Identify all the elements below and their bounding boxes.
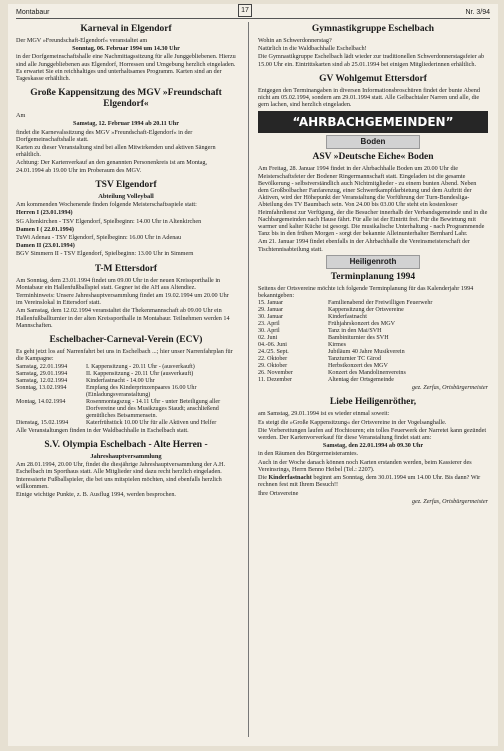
article-gymnastik [258, 24, 488, 68]
page-number: 17 [238, 4, 252, 17]
table-row [258, 321, 488, 328]
article-text: Entgegen den Terminangaben in diversen Informationsbroschüren findet der bunte Abend nicht am 05.02.1994, sondern am 29.01.1994 statt. Alle Gelbachtaler Narren und alle, die gern lachen, sind herzlich eingeladen. [258, 86, 480, 109]
schedule-event: Tanzturnier TC Girod [328, 356, 381, 363]
article-text: in den Räumen des Bürgermeisteramtes. [258, 450, 359, 458]
table-row [16, 378, 236, 385]
schedule-event: Tanz in den Mai/SVH [328, 328, 382, 335]
table-row [16, 371, 236, 378]
match-heading: Herren I (23.01.1994) [16, 209, 73, 217]
schedule-event: Katerfrühstück 10.00 Uhr für alle Aktiven und Helfer [86, 419, 217, 426]
table-row [258, 314, 488, 321]
schedule-event: Kirmes [328, 342, 346, 349]
article-title: T-M Ettersdorf [94, 263, 158, 274]
table-row [258, 363, 488, 370]
article-text: Es steigt die »Große Kappensitzung« der Ortsvereine in der Vogelsanghalle. [258, 418, 447, 426]
match-text: SG Altenkirchen - TSV Elgendorf, Spielbeginn: 14.00 Uhr in Altenkirchen [16, 217, 202, 225]
article-title: Karneval in Elgendorf [80, 24, 172, 34]
article-text: Wohin an Schwerdonnerstag? [258, 37, 332, 44]
page-header [16, 4, 490, 19]
article-text: Auch in der Woche danach können noch Karten erstanden werden, beim Kassierer des Vereinsrings, Herrn Benno Heibel (Tel.: 2207). [258, 458, 472, 473]
article-text: am Samstag, 29.01.1994 ist es wieder einmal soweit: [258, 410, 390, 418]
article-text: Am 21. Januar 1994 findet ebenfalls in der Ahrbachhalle die Vereinsmeisterschaft der Tischtennisabteilung statt. [258, 238, 470, 253]
match-text: BGV Simmern II - TSV Elgendorf, Spielbeginn: 13.00 Uhr in Simmern [16, 250, 194, 258]
article-text: Seitens der Ortsvereine möchte ich folgende Terminplanung für das Kalenderjahr 1994 bekanntgeben: [258, 284, 474, 300]
article-text: Es geht jetzt los auf Narrenfahrt bei uns in Eschelbach ...; hier unser Narrenfahrplan für die Kampagne: [16, 348, 233, 363]
schedule-event: Familienabend der Freiwilligen Feuerwehr [328, 300, 433, 307]
schedule-date: 11. Dezember [258, 377, 292, 384]
schedule-date: 02. Juni [258, 335, 278, 342]
article-kappensitzung [16, 88, 236, 174]
article-subtitle: Abteilung Volleyball [98, 192, 154, 200]
schedule-date: 30. Januar [258, 314, 284, 321]
section-banner: “AHRBACHGEMEINDEN” [258, 111, 488, 133]
article-karneval [16, 24, 236, 82]
schedule-event: II. Kappensitzung - 20.11 Uhr (ausverkauft) [86, 370, 194, 377]
schedule-event: Konzert des Mandolinenvereins [328, 370, 406, 377]
article-text: Natürlich in die Waldbachhalle Eschelbach! [258, 45, 367, 53]
article-text: Am [16, 112, 26, 120]
table-row [258, 377, 488, 384]
text-fragment: beginnt am Sonntag, dem 30.01.1994 um 14.00 Uhr. Bis dann? Wir rechnen fest mit Ihrem Besuch!! [258, 474, 481, 489]
schedule-date: 29. Oktober [258, 363, 288, 370]
article-text: Alle Veranstaltungen finden in der Waldbachhalle in Eschelbach statt. [16, 426, 189, 434]
schedule-date: 24./25. Sept. [258, 349, 289, 356]
table-row [16, 399, 236, 420]
article-title: S.V. Olympia Eschelbach - Alte Herren - [44, 439, 208, 450]
article-text: Ihre Ortsvereine [258, 489, 299, 497]
schedule-table [258, 300, 488, 384]
text-emphasis: Kinderfastnacht [268, 474, 312, 482]
article-asv [258, 152, 488, 252]
article-date: Sonntag, 06. Februar 1994 um 14.30 Uhr [72, 45, 180, 53]
article-text: Achtung: Der Kartenverkauf an den genannten Personenkreis ist am Montag, 24.01.1994 ab 19.00 Uhr im Proberaum des MGV. [16, 159, 208, 174]
schedule-event: Kappensitzung der Ortsvereine [328, 307, 404, 314]
left-column [16, 22, 236, 499]
article-liebe-heiligenroether [258, 397, 488, 504]
article-text: Die Vorbereitungen laufen auf Hochtouren; ein tolles Feuerwerk der Narretei kann gezündet werden. Der Kartenvorverkauf für diese Veranstaltung findet statt am: [258, 426, 487, 442]
schedule-event: Rosenmontagszug - 14.11 Uhr - unter Beteiligung aller Dorfvereine und des Musikzuges Staudt; anschließend gemütliches Beisammensein. [86, 398, 221, 419]
schedule-date: Sonntag, 13.02.1994 [16, 384, 67, 391]
table-row [258, 356, 488, 363]
table-row [258, 342, 488, 349]
schedule-table [16, 364, 236, 427]
article-text: Karten zu dieser Veranstaltung sind bei allen Mitwirkenden und aktiven Sängern erhältlich. [16, 144, 216, 159]
schedule-date: 30. April [258, 328, 280, 335]
newspaper-page [8, 4, 498, 746]
schedule-date: 22. Oktober [258, 356, 288, 363]
header-town: Montabaur [16, 9, 50, 16]
article-title: Gymnastikgruppe Eschelbach [311, 24, 435, 34]
table-row [16, 385, 236, 399]
schedule-event: Kinderfastnacht [328, 314, 367, 321]
article-text: Am Sonntag, dem 23.01.1994 findet um 09.00 Uhr in der neuen Kreissporthalle in Montabaur ein Hallenfußballspiel statt. Gegner ist die AH aus Altendiez. [16, 276, 221, 291]
schedule-event: I. Kappensitzung - 20.11 Uhr - (ausverkauft) [86, 363, 195, 370]
article-olympia [16, 440, 236, 498]
table-row [258, 300, 488, 307]
schedule-event: Herbstkonzert des MGV [328, 363, 388, 370]
text-fragment: Die [258, 474, 269, 482]
article-text: in der Dorfgemeinschaftshalle eine Nachmittagssitzung für alle Junggebliebenen. Hierzu sind alle Junggebliebenen aus Elgendorf, Horressen und Umgebung herzlich eingeladen. Es erwartet Sie ein reichhaltiges und unterhaltsames Programm. Karten sind an der Tageskasse erhältlich. [16, 53, 236, 83]
schedule-event: Kinderfastnacht - 14.00 Uhr [86, 377, 155, 384]
schedule-date: Montag, 14.02.1994 [16, 398, 66, 405]
section-tag-heiligenroth: Heiligenroth [326, 255, 420, 269]
signature: gez. Zerfas, Ortsbürgermeister [411, 497, 488, 505]
article-date: Samstag, den 22.01.1994 ab 09.30 Uhr [322, 442, 424, 450]
article-text: Einige wichtige Punkte, z. B. Ausflug 1994, werden besprochen. [16, 490, 176, 498]
article-title: Terminplanung 1994 [330, 271, 416, 282]
section-tag-boden: Boden [326, 135, 420, 149]
schedule-date: Samstag, 29.01.1994 [16, 370, 68, 377]
article-title: Große Kappensitzung des MGV »Freundschaft Elgendorf« [30, 88, 222, 110]
article-text: Am Freitag, 28. Januar 1994 findet in der Ahrbachhalle Boden um 20.00 Uhr die Meisterschaftsfeier der Bodener Ringermannschaft statt. Eingeladen ist die gesamte Bevölkerung - selbstverständlich auch Nichtmitglieder - zu einem bunten Abend. Neben dem Großbolbacher Fanfarenzug, einer Schwertkampfdarbietung und dem Auftritt der Aktiven, wird der Höhepunkt der Veranstaltung die Vorführung der Turn-Bundesliga-Abteilung des TV Baumbach sein. Von 24.00 bis 03.00 Uhr steht ein kostenloser Heimfahrdienst zur Verfügung, der die Besucher innerhalb der Verbandsgemeinde und in die Nachbargemeinden nach Hause fährt. Für alle ist der Eintritt frei. Für die Bewirtung mit warmer und kalter Küche ist gesorgt. Die musikalische Unterhaltung - nach Programmende Tanz bis in den frühen Morgen - sorgt der bekannte Alleinunterhalter Bernhard Lahr. [258, 165, 488, 238]
article-text [258, 474, 488, 488]
article-text: Der MGV »Freundschaft-Elgendorf« veranstaltet am [16, 37, 148, 44]
table-row [258, 335, 488, 342]
schedule-date: Samstag, 22.01.1994 [16, 363, 68, 370]
signature: gez. Zerfas, Ortsbürgermeister [411, 384, 488, 392]
article-text: Die Gymnastikgruppe Eschelbach lädt wieder zur traditionellen Schwerdonnerstagsfeier ab 15.00 Uhr ein. Eintrittskarten sind ab 25.01.1994 bei einigen Mitgliederinnen erhältlich. [258, 53, 485, 68]
issue-number: Nr. 3/94 [465, 9, 490, 16]
article-text: Terminhinweis: Unsere Jahreshauptversammlung findet am 19.02.1994 um 20.00 Uhr im Vereinslokal in Ettersdorf statt. [16, 292, 229, 307]
article-title: Liebe Heiligenröther, [329, 397, 417, 408]
schedule-date: 29. Januar [258, 307, 284, 314]
article-ecv [16, 335, 236, 434]
schedule-event: Jubiläum 40 Jahre Musikverein [328, 349, 405, 356]
article-tsv [16, 180, 236, 258]
article-text: Am 28.01.1994, 20.00 Uhr, findet die diesjährige Jahreshauptversammlung der A.H. Eschelbach im Sporthaus statt. Alle Mitglieder sind dazu recht herzlich eingeladen. Interessierte Fußballspieler, die bei uns mitspielen möchten, sind ebenfalls herzlich willkommen. [16, 461, 226, 490]
article-text: Am Samstag, dem 12.02.1994 veranstaltet die Thekenmannschaft ab 09.00 Uhr ein Hallenfußballturnier in der alten Kreissporthalle in Montabaur. Teilnehmen werden 14 Mannschaften. [16, 307, 230, 329]
table-row [258, 370, 488, 377]
article-title: ASV »Deutsche Eiche« Boden [312, 152, 434, 163]
schedule-event: Altentag der Ortsgemeinde [328, 377, 394, 384]
schedule-date: Samstag, 12.02.1994 [16, 377, 68, 384]
match-heading: Damen II (23.01.1994) [16, 242, 75, 250]
table-row [16, 420, 236, 427]
right-column [258, 22, 488, 506]
match-heading: Damen I ( 22.01.1994) [16, 225, 74, 233]
schedule-date: 04.-06. Juni [258, 342, 287, 349]
article-text: findet die Karnevalssitzung des MGV »Freundschaft-Elgendorf« in der Dorfgemeinschaftshalle statt. [16, 128, 193, 143]
article-text: Am kommenden Wochenende finden folgende Meisterschaftsspiele statt: [16, 201, 197, 209]
schedule-event: Frühjahrskonzert des MGV [328, 321, 396, 328]
article-date: Samstag, 12. Februar 1994 ab 20.11 Uhr [73, 120, 179, 128]
schedule-date: Dienstag, 15.02.1994 [16, 419, 69, 426]
schedule-date: 26. November [258, 370, 293, 377]
schedule-event: Bambiniturnier des SVH [328, 335, 389, 342]
article-subtitle: Jahreshauptversammlung [90, 452, 162, 460]
table-row [258, 307, 488, 314]
match-text: TuWi Adenau - TSV Elgendorf, Spielbeginn: 16.00 Uhr in Adenau [16, 234, 182, 242]
table-row [258, 328, 488, 335]
table-row [258, 349, 488, 356]
article-title: Eschelbacher-Carneval-Verein (ECV) [49, 335, 203, 346]
article-title: TSV Elgendorf [95, 179, 157, 190]
schedule-date: 15. Januar [258, 300, 284, 307]
schedule-date: 23. April [258, 321, 280, 328]
article-terminplanung [258, 272, 488, 392]
schedule-event: Empfang des Kinderprinzenpaares 16.00 Uhr (Einladungsveranstaltung) [86, 384, 197, 398]
column-divider [248, 22, 249, 737]
table-row [16, 364, 236, 371]
article-gv [258, 74, 488, 109]
article-tm [16, 264, 236, 329]
article-title: GV Wohlgemut Ettersdorf [319, 73, 427, 84]
